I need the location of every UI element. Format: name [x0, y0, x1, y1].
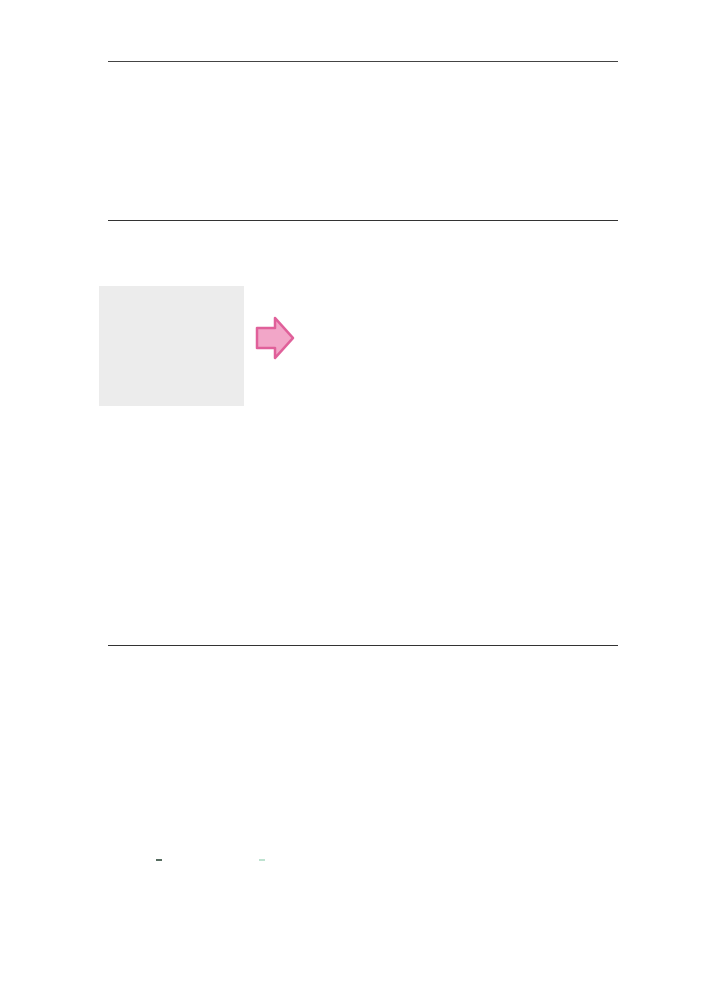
- figure7-chart: [108, 652, 448, 884]
- header-rule: [108, 61, 618, 62]
- figure7-rule: [108, 645, 618, 646]
- figure6-diagram: [95, 226, 625, 436]
- diagram-backdrop: [99, 286, 244, 406]
- figure6-rule: [108, 220, 618, 221]
- pointing-arrow-icon: [257, 318, 293, 358]
